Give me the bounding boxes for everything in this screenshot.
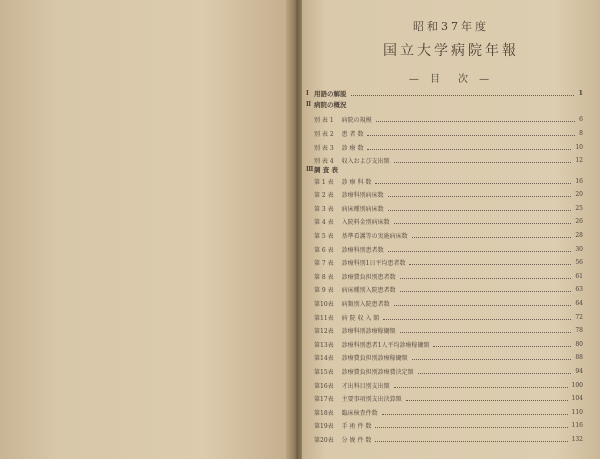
page-number: 8 [579, 129, 583, 137]
entry-description: 入院料金別病床数 [341, 219, 390, 227]
entry-label: 第18表 [314, 409, 334, 417]
toc-entry [314, 394, 583, 404]
page-number: 80 [575, 340, 583, 348]
leader-dots [394, 219, 572, 224]
page-number: 10 [575, 143, 583, 151]
section-label: 病院の概況 [314, 100, 347, 109]
entry-description: 病床種別入院患者数 [341, 287, 396, 295]
entry-description: 診療科別1日平均患者数 [341, 260, 406, 268]
entry-description: 病 院 収 入 額 [341, 314, 380, 322]
entry-description: 収入および支出額 [341, 157, 390, 165]
entry-label: 第 9 表 [314, 287, 334, 295]
page-number: 28 [575, 231, 583, 239]
toc-section [306, 164, 583, 174]
entry-label: 第14表 [314, 355, 334, 363]
section-label: 用語の解説 [314, 89, 347, 98]
entry-label: 第17表 [314, 396, 334, 404]
toc-section [306, 88, 583, 98]
page-number: 94 [575, 367, 583, 375]
left-page [0, 0, 292, 459]
toc-entry [314, 142, 583, 152]
entry-label: 第 2 表 [314, 192, 334, 200]
toc-entry [314, 407, 583, 417]
section-marker: Ⅰ [306, 89, 309, 97]
leader-dots [375, 423, 567, 428]
leader-dots [409, 260, 571, 265]
page-number: 63 [575, 286, 583, 294]
page-number: 16 [575, 177, 583, 185]
entry-label: 別 表 2 [314, 130, 334, 138]
page-number: 64 [575, 299, 583, 307]
entry-label: 第19表 [314, 423, 334, 431]
leader-dots [375, 437, 567, 442]
leader-dots [394, 383, 568, 388]
entry-label: 別 表 1 [314, 116, 334, 124]
entry-description: 診療科別患者1人平均診療稼働額 [341, 341, 430, 349]
page-number: 6 [579, 115, 583, 123]
entry-label: 第 4 表 [314, 219, 334, 227]
page-number: 100 [571, 381, 583, 389]
entry-description: 分 娩 件 数 [341, 436, 372, 444]
entry-label: 第15表 [314, 368, 334, 376]
page-number: 116 [571, 422, 583, 430]
entry-label: 別 表 4 [314, 157, 334, 165]
entry-description: 手 術 件 数 [341, 423, 372, 431]
entry-description: 診 療 数 [341, 144, 364, 152]
toc-entry [314, 114, 583, 124]
entry-description: 診療科別病床数 [341, 192, 384, 200]
page-number: 26 [575, 218, 583, 226]
toc-entry [314, 244, 583, 254]
entry-label: 第16表 [314, 382, 334, 390]
leader-dots [400, 328, 572, 333]
entry-description: 病院の規模 [341, 116, 372, 124]
entry-description: 診療費負担別患者数 [341, 273, 396, 281]
page-number: 25 [575, 204, 583, 212]
leader-dots [382, 410, 568, 415]
leader-dots [412, 233, 572, 238]
leader-dots [351, 91, 575, 96]
entry-label: 別 表 3 [314, 144, 334, 152]
entry-label: 第 5 表 [314, 232, 334, 240]
toc-entry [314, 285, 583, 295]
toc-entry [314, 271, 583, 281]
entry-description: 診療費負担別診療費決定額 [341, 368, 414, 376]
entry-description: 基準看護等の実施病床数 [341, 232, 408, 240]
leader-dots [418, 369, 572, 374]
entry-description: 診療費負担別診療稼働額 [341, 355, 408, 363]
toc-entry [314, 176, 583, 186]
page-number: 56 [575, 259, 583, 267]
entry-description: 臨床検査件数 [341, 409, 378, 417]
leader-dots [367, 131, 575, 136]
toc-entry [314, 326, 583, 336]
toc-entry [314, 203, 583, 213]
leader-dots [406, 396, 568, 401]
leader-dots [388, 192, 572, 197]
leader-dots [394, 301, 572, 306]
leader-dots [394, 158, 572, 163]
entry-label: 第 6 表 [314, 246, 334, 254]
entry-description: 患 者 数 [341, 130, 364, 138]
toc-entry [314, 230, 583, 240]
entry-label: 第10表 [314, 300, 334, 308]
entry-label: 第13表 [314, 341, 334, 349]
report-title: 国立大学病院年報 [383, 43, 519, 59]
section-marker: Ⅲ [306, 165, 314, 173]
page-number: 88 [575, 354, 583, 362]
leader-dots [375, 179, 571, 184]
page-number: 104 [571, 395, 583, 403]
entry-label: 第20表 [314, 436, 334, 444]
leader-dots [376, 117, 576, 122]
toc-entry [314, 190, 583, 200]
toc-entry [314, 217, 583, 227]
leader-dots [367, 145, 571, 150]
toc-heading: — 目 次 — [408, 74, 494, 85]
entry-description: 診療科別患者数 [341, 246, 384, 254]
page-number: 78 [575, 327, 583, 335]
toc-entry [314, 128, 583, 138]
entry-label: 第 7 表 [314, 260, 334, 268]
page-number: 1 [578, 89, 583, 97]
section-label: 調 査 表 [314, 165, 339, 174]
page-number: 61 [575, 272, 583, 280]
page-number: 72 [575, 313, 583, 321]
leader-dots [433, 342, 571, 347]
toc-entry [314, 380, 583, 390]
entry-label: 第 8 表 [314, 273, 334, 281]
page-number: 30 [575, 245, 583, 253]
leader-dots [400, 287, 572, 292]
entry-label: 第 3 表 [314, 205, 334, 213]
page-number: 20 [575, 191, 583, 199]
toc-entry [314, 258, 583, 268]
entry-description: 診療科別診療稼働額 [341, 328, 396, 336]
toc-entry [314, 366, 583, 376]
entry-label: 第 1 表 [314, 178, 334, 186]
leader-dots [412, 355, 572, 360]
page-number: 132 [571, 435, 583, 443]
entry-description: 才出科目別支出額 [341, 382, 390, 390]
toc-entry [314, 312, 583, 322]
entry-description: 診 療 科 数 [341, 178, 372, 186]
toc-section [306, 99, 583, 109]
toc-entry [314, 434, 583, 444]
leader-dots [383, 315, 571, 320]
page-number: 12 [575, 156, 583, 164]
entry-description: 病類別入院患者数 [341, 300, 390, 308]
entry-label: 第12表 [314, 328, 334, 336]
leader-dots [400, 274, 572, 279]
toc-entry [314, 298, 583, 308]
leader-dots [388, 247, 572, 252]
report-year: 昭和37年度 [413, 20, 489, 33]
leader-dots [388, 206, 572, 211]
toc-entry [314, 339, 583, 349]
entry-description: 主要事項別支出決算額 [341, 396, 402, 404]
entry-label: 第11表 [314, 314, 334, 322]
entry-description: 病床種別病床数 [341, 205, 384, 213]
toc-entry [314, 421, 583, 431]
toc-entry [314, 353, 583, 363]
section-marker: Ⅱ [306, 100, 312, 108]
page-number: 110 [571, 408, 583, 416]
